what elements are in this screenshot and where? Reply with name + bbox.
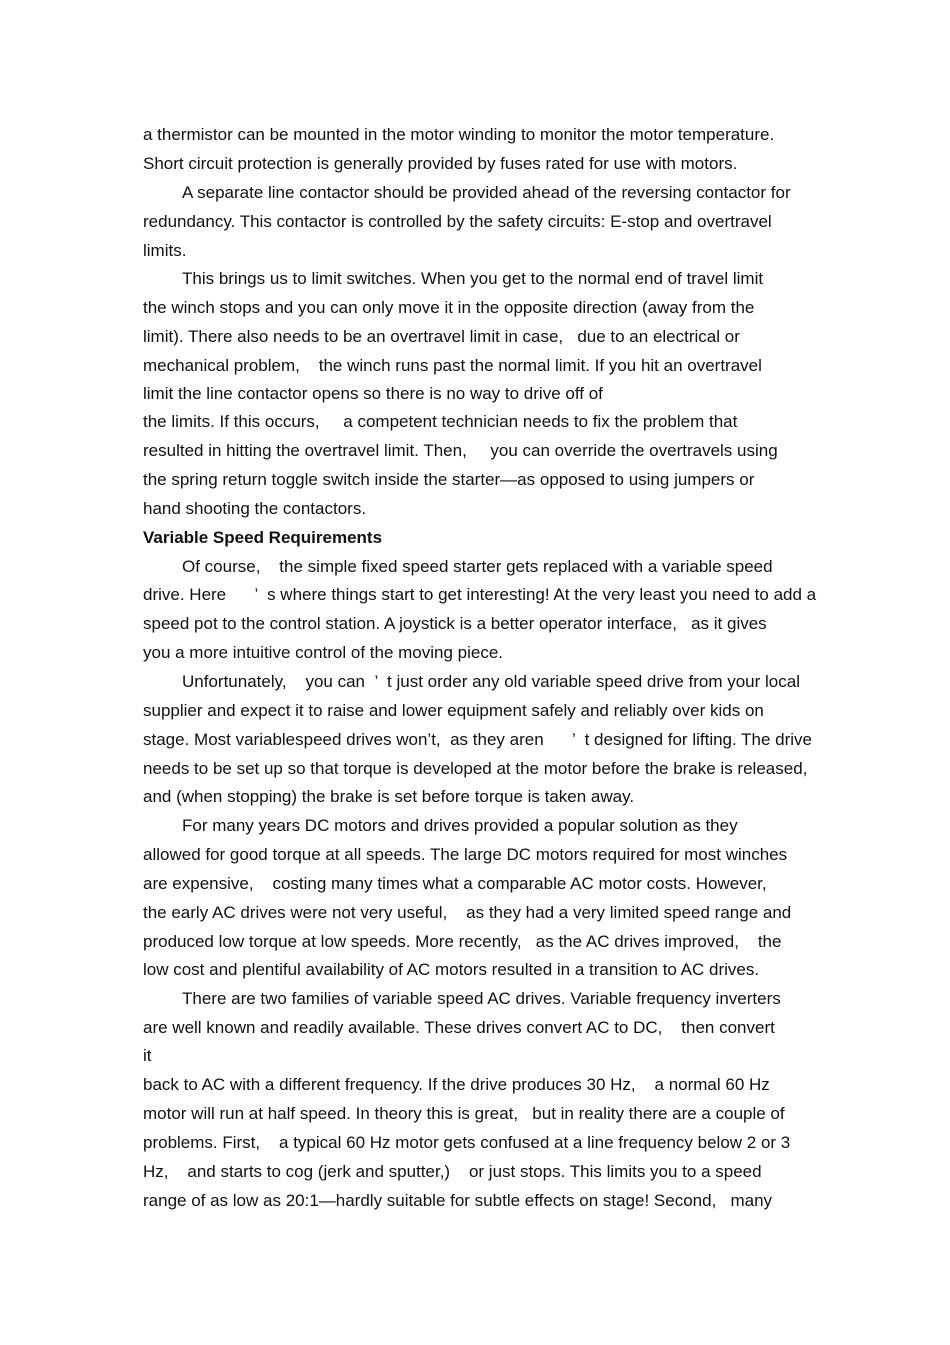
text-line: needs to be set up so that torque is developed at the motor before the brake is released, <box>143 759 808 778</box>
text-line: the spring return toggle switch inside the starter—as opposed to using jumpers or <box>143 470 755 489</box>
text-line: are well known and readily available. These drives convert AC to DC, then convert <box>143 1018 775 1037</box>
text-line: mechanical problem, the winch runs past the normal limit. If you hit an overtravel <box>143 356 762 375</box>
text-line: limits. <box>143 241 187 260</box>
text-line: a thermistor can be mounted in the motor winding to monitor the motor temperature. <box>143 125 775 144</box>
text-line: produced low torque at low speeds. More recently, as the AC drives improved, the <box>143 932 782 951</box>
text-line: you a more intuitive control of the moving piece. <box>143 643 504 662</box>
text-line: the limits. If this occurs, a competent technician needs to fix the problem that <box>143 412 738 431</box>
paragraph-first-line: A separate line contactor should be provided ahead of the reversing contactor for <box>182 183 791 202</box>
text-line: speed pot to the control station. A joystick is a better operator interface, as it gives <box>143 614 767 633</box>
paragraph-first-line: Of course, the simple fixed speed starter gets replaced with a variable speed <box>182 557 773 576</box>
text-line: the early AC drives were not very useful, as they had a very limited speed range and <box>143 903 792 922</box>
text-line: allowed for good torque at all speeds. The large DC motors required for most winches <box>143 845 788 864</box>
text-line: low cost and plentiful availability of AC motors resulted in a transition to AC drives. <box>143 960 760 979</box>
text-line: and (when stopping) the brake is set before torque is taken away. <box>143 787 635 806</box>
paragraph-first-line: There are two families of variable speed AC drives. Variable frequency inverters <box>182 989 781 1008</box>
text-line: are expensive, costing many times what a comparable AC motor costs. However, <box>143 874 767 893</box>
text-line: Short circuit protection is generally provided by fuses rated for use with motors. <box>143 154 738 173</box>
text-line: drive. Here ’ s where things start to get interesting! At the very least you need to add a <box>143 585 817 604</box>
text-line: stage. Most variablespeed drives won’t, as they aren ’ t designed for lifting. The drive <box>143 730 813 749</box>
text-line: problems. First, a typical 60 Hz motor gets confused at a line frequency below 2 or 3 <box>143 1133 791 1152</box>
text-line: range of as low as 20:1—hardly suitable for subtle effects on stage! Second, many <box>143 1191 773 1210</box>
text-line: the winch stops and you can only move it in the opposite direction (away from the <box>143 298 755 317</box>
text-line: supplier and expect it to raise and lower equipment safely and reliably over kids on <box>143 701 764 720</box>
text-line: back to AC with a different frequency. If the drive produces 30 Hz, a normal 60 Hz <box>143 1075 770 1094</box>
text-line: limit). There also needs to be an overtravel limit in case, due to an electrical or <box>143 327 740 346</box>
text-line: limit the line contactor opens so there is no way to drive off of <box>143 384 603 403</box>
paragraph-first-line: Unfortunately, you can ’ t just order any old variable speed drive from your local <box>182 672 800 691</box>
text-line: resulted in hitting the overtravel limit. Then, you can override the overtravels using <box>143 441 778 460</box>
text-line: motor will run at half speed. In theory this is great, but in reality there are a couple of <box>143 1104 785 1123</box>
text-line: Hz, and starts to cog (jerk and sputter,) or just stops. This limits you to a speed <box>143 1162 762 1181</box>
text-line: redundancy. This contactor is controlled by the safety circuits: E-stop and overtravel <box>143 212 772 231</box>
section-heading: Variable Speed Requirements <box>143 528 383 547</box>
paragraph-first-line: This brings us to limit switches. When you get to the normal end of travel limit <box>182 269 764 288</box>
paragraph-first-line: For many years DC motors and drives provided a popular solution as they <box>182 816 738 835</box>
text-line: hand shooting the contactors. <box>143 499 367 518</box>
text-line: it <box>143 1046 152 1065</box>
